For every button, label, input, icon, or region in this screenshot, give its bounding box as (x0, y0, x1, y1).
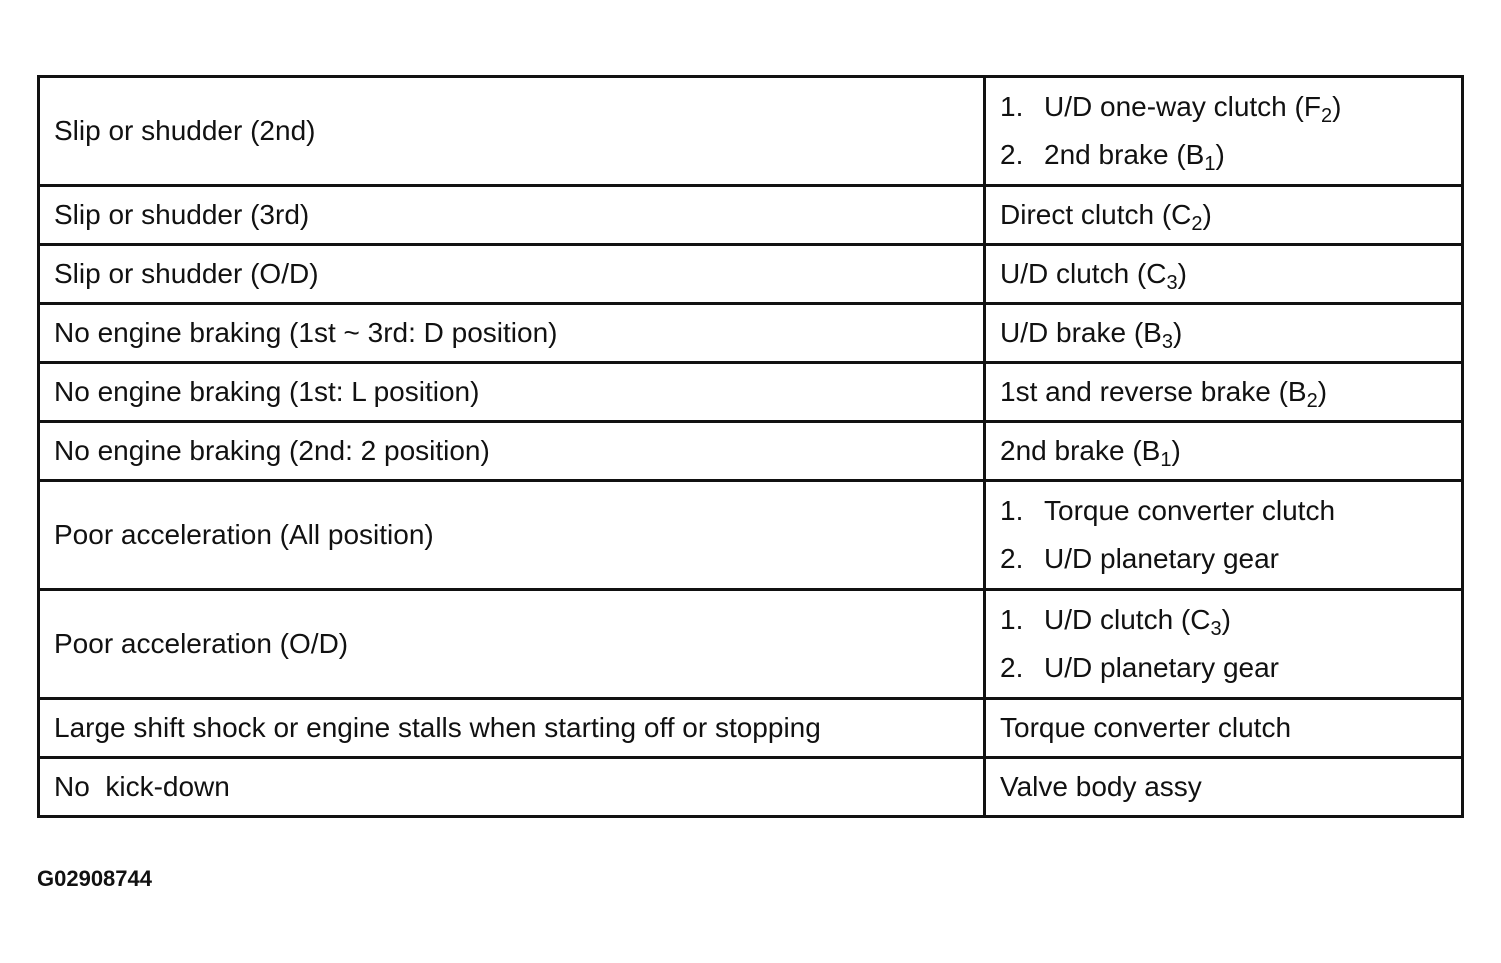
symptom-cell: Slip or shudder (3rd) (39, 186, 985, 245)
cause-suffix: ) (1202, 199, 1212, 230)
cause-number: 1. (1000, 604, 1024, 635)
symptom-cell: No engine braking (1st: L position) (39, 363, 985, 422)
cause-suffix: ) (1332, 91, 1342, 122)
table-row (39, 758, 1463, 817)
cause-suffix: ) (1171, 435, 1181, 466)
cause-text: U/D planetary gear (1044, 652, 1280, 683)
table-row (39, 77, 1463, 186)
cause-subscript: 1 (1160, 449, 1172, 471)
cause-cell (985, 481, 1463, 590)
cause-subscript: 1 (1204, 153, 1216, 175)
diagnosis-table-body (39, 77, 1463, 817)
cause-number: 1. (1000, 91, 1024, 122)
symptom-cell: Large shift shock or engine stalls when starting off or stopping (39, 699, 985, 758)
cause-cell (985, 245, 1463, 304)
cause-text: 2nd brake (B (1000, 435, 1161, 466)
cause-list (1000, 596, 1447, 692)
symptom-cell: No kick-down (39, 758, 985, 817)
cause-subscript: 2 (1191, 213, 1203, 235)
symptom-cell: Poor acceleration (All position) (39, 481, 985, 590)
cause-subscript: 3 (1161, 331, 1173, 353)
cause-text: 2nd brake (B (1044, 139, 1205, 170)
cause-text: Valve body assy (1000, 771, 1202, 802)
cause-subscript: 3 (1166, 272, 1178, 294)
cause-cell (985, 363, 1463, 422)
cause-cell (985, 304, 1463, 363)
cause-text: U/D clutch (C (1000, 258, 1167, 289)
cause-text: 1st and reverse brake (B (1000, 376, 1307, 407)
table-row (39, 699, 1463, 758)
table-row (39, 245, 1463, 304)
cause-text: U/D planetary gear (1044, 543, 1280, 574)
table-row (39, 186, 1463, 245)
cause-suffix: ) (1177, 258, 1187, 289)
table-row (39, 481, 1463, 590)
table-row (39, 304, 1463, 363)
symptom-cell: No engine braking (1st ~ 3rd: D position) (39, 304, 985, 363)
cause-suffix: ) (1317, 376, 1328, 407)
cause-cell (985, 186, 1463, 245)
cause-number: 2. (1000, 543, 1024, 574)
cause-subscript: 3 (1210, 618, 1222, 640)
cause-suffix: ) (1172, 317, 1183, 348)
cause-text: U/D clutch (C (1044, 604, 1211, 635)
cause-list-item (1000, 596, 1447, 644)
symptom-cell: Slip or shudder (2nd) (39, 77, 985, 186)
cause-subscript: 2 (1320, 105, 1333, 127)
cause-text: U/D one-way clutch (F (1044, 91, 1321, 122)
symptom-cell: No engine braking (2nd: 2 position) (39, 422, 985, 481)
cause-cell (985, 758, 1463, 817)
cause-number: 2. (1000, 139, 1024, 170)
table-row (39, 422, 1463, 481)
cause-cell (985, 590, 1463, 699)
cause-list-item (1000, 487, 1447, 535)
cause-suffix: ) (1221, 604, 1231, 635)
cause-text: U/D brake (B (1000, 317, 1162, 348)
table-row (39, 363, 1463, 422)
cause-cell (985, 422, 1463, 481)
cause-subscript: 2 (1306, 390, 1318, 412)
cause-list (1000, 83, 1447, 179)
cause-text: Direct clutch (C (1000, 199, 1192, 230)
cause-list-item (1000, 535, 1447, 583)
cause-cell (985, 699, 1463, 758)
cause-list-item (1000, 131, 1447, 179)
diagnosis-table (37, 75, 1464, 818)
cause-list (1000, 487, 1447, 583)
figure-id: G02908744 (37, 866, 152, 891)
cause-text: Torque converter clutch (1000, 712, 1292, 743)
table-row (39, 590, 1463, 699)
cause-list-item (1000, 644, 1447, 692)
symptom-cell: Slip or shudder (O/D) (39, 245, 985, 304)
cause-number: 1. (1000, 495, 1024, 526)
symptom-cell: Poor acceleration (O/D) (39, 590, 985, 699)
cause-cell (985, 77, 1463, 186)
cause-text: Torque converter clutch (1044, 495, 1336, 526)
cause-suffix: ) (1215, 139, 1225, 170)
cause-number: 2. (1000, 652, 1024, 683)
cause-list-item (1000, 83, 1447, 131)
